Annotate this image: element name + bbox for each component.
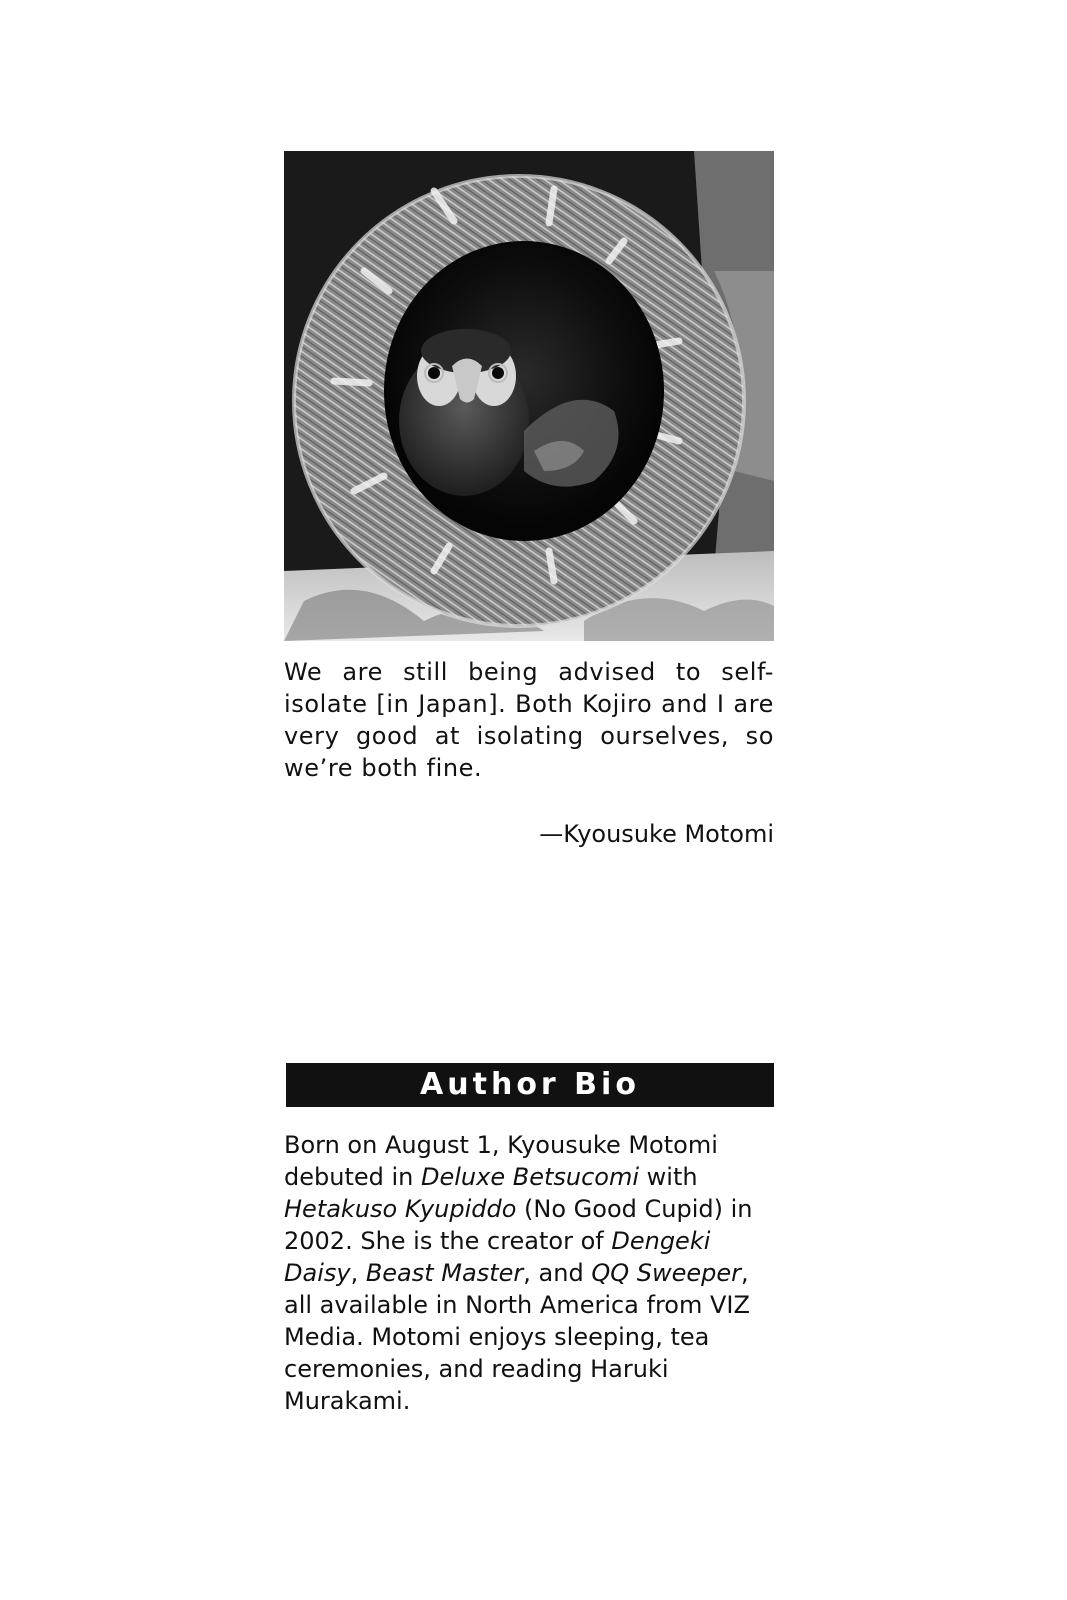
quote-attribution: —Kyousuke Motomi	[539, 820, 774, 848]
author-bio-heading: Author Bio	[286, 1063, 774, 1107]
bio-segment: , all available in North America from VIZ Media. Motomi enjoys sleeping, tea ceremonies, and reading Haruki Murakami.	[284, 1259, 750, 1415]
bio-segment: Born on August 1, Kyousuke Motomi debuted in	[284, 1131, 718, 1191]
quote-text: We are still being advised to self-isolate [in Japan]. Both Kojiro and I are very good at isolating ourselves, so we’re both fine.	[284, 658, 774, 782]
author-photo	[284, 151, 774, 641]
bio-segment: , and	[523, 1259, 592, 1287]
bio-title-dengeki-daisy: Dengeki Daisy	[284, 1227, 711, 1287]
bio-segment: (No Good Cupid) in 2002. She is the creator of	[284, 1195, 753, 1255]
bio-title-beast-master: Beast Master	[365, 1259, 524, 1287]
bio-title-deluxe-betsucomi: Deluxe Betsucomi	[421, 1163, 640, 1191]
bio-segment: with	[639, 1163, 698, 1191]
author-bio-text	[284, 1129, 774, 1417]
bio-title-hetakuso-kyupiddo: Hetakuso Kyupiddo	[284, 1195, 517, 1223]
bio-segment: ,	[350, 1259, 366, 1287]
bio-title-qq-sweeper: QQ Sweeper	[591, 1259, 741, 1287]
